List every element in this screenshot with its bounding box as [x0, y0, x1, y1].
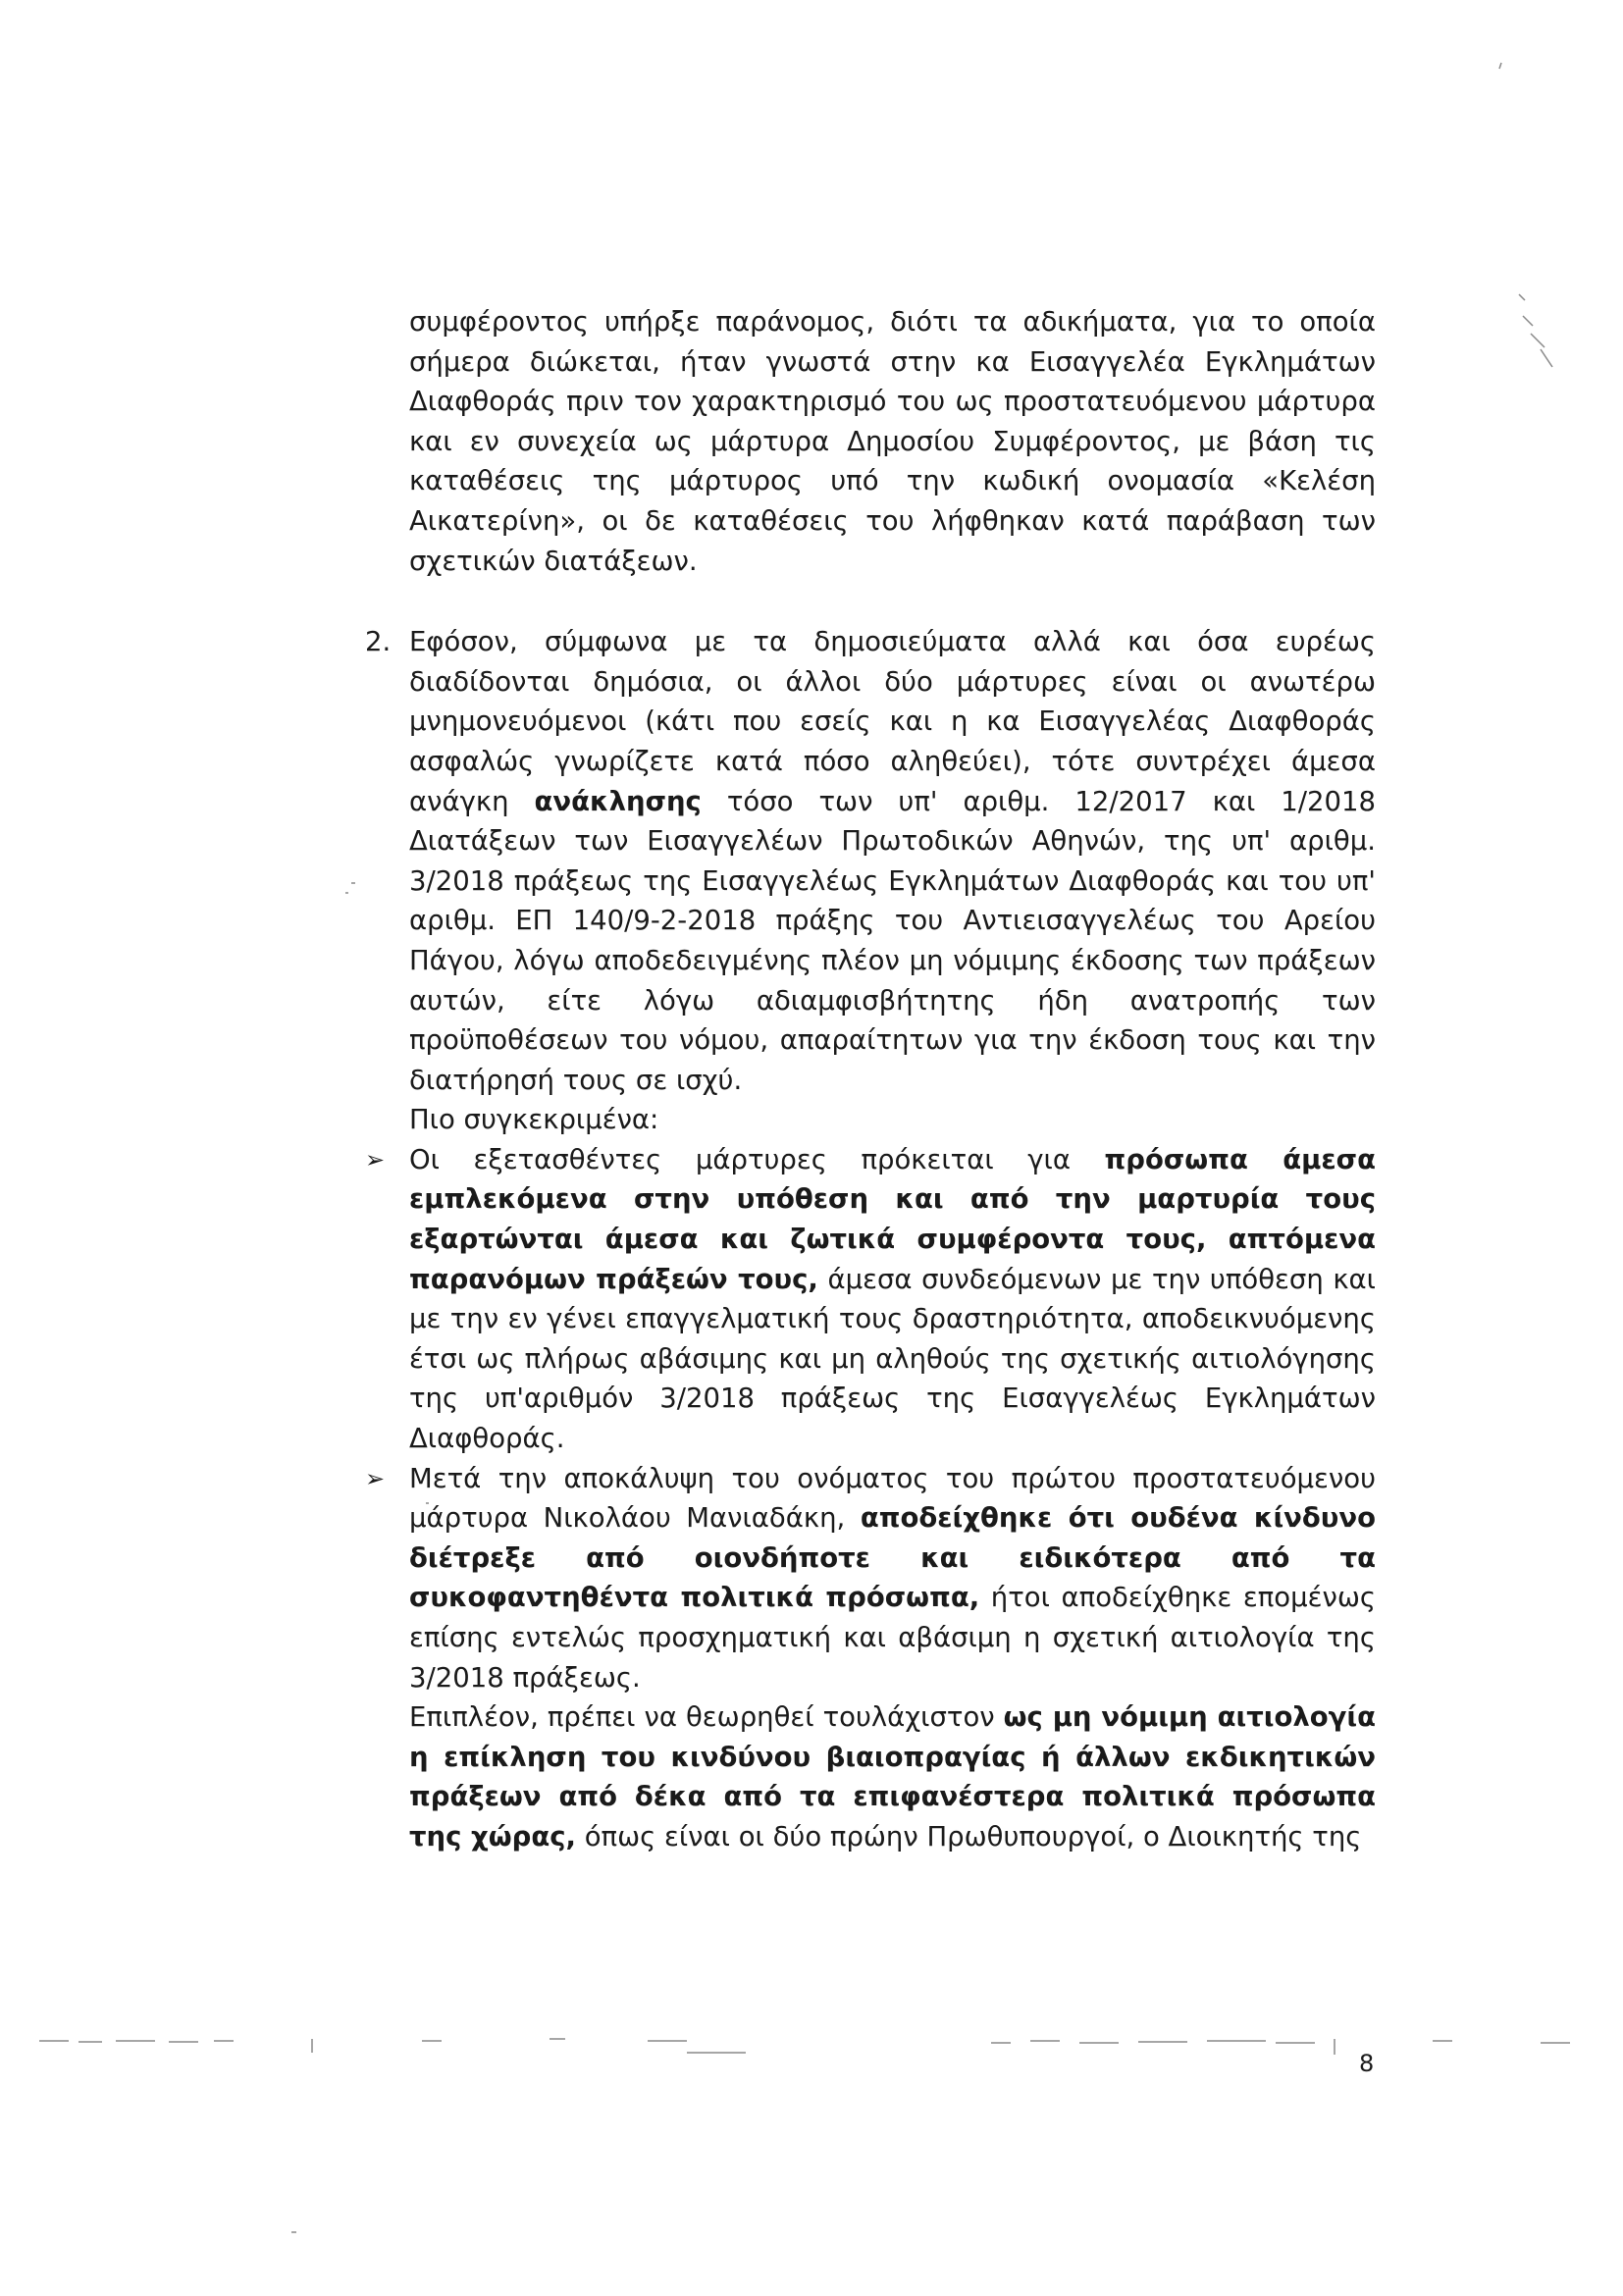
- page-number: 8: [1359, 2050, 1375, 2077]
- item-number: 2.: [365, 626, 392, 658]
- item2-bold-text: ανάκλησης: [534, 785, 702, 817]
- arrow-bullet-icon: ➢: [365, 1145, 386, 1174]
- bullet-item-1: [365, 1140, 1376, 1459]
- numbered-item-2: [365, 622, 1376, 1100]
- bullet2-bold-text: αποδείχθηκε ότι ουδένα κίνδυνο διέτρεξε από οιονδήποτε και ειδικότερα από τα συκοφαντηθέντα πολιτικά πρόσωπα,: [409, 1502, 1376, 1614]
- item2-text-end: τόσο των υπ' αριθμ. 12/2017 και 1/2018 Διατάξεων των Εισαγγελέων Πρωτοδικών Αθηνών, της υπ' αριθμ. 3/2018 πράξεως της Εισαγγελέως Εγκλημάτων Διαφθοράς και του υπ' αριθμ. ΕΠ 140/9-2-2018 πράξης του Αντιεισαγγελέως του Αρείου Πάγου, λόγω αποδεδειγμένης πλέον μη νόμιμης έκδοσης των πράξεων αυτών, είτε λόγω αδιαμφισβήτητης ήδη ανατροπής των προϋποθέσεων του νόμου, απαραίτητων για την έκδοση τους και την διατήρησή τους σε ισχύ.: [409, 785, 1376, 1096]
- extra-text-end: όπως είναι οι δύο πρώην Πρωθυπουργοί, ο Διοικητής της: [575, 1820, 1362, 1852]
- item2-text-start: Εφόσον, σύμφωνα με τα δημοσιεύματα αλλά και όσα ευρέως διαδίδονται δημόσια, οι άλλοι δύο μάρτυρες είναι οι ανωτέρω μνημονευόμενοι (κάτι που εσείς και η κα Εισαγγελέας Διαφθοράς ασφαλώς γνωρίζετε κατά πόσο αληθεύει), τότε συντρέχει άμεσα ανάγκη: [409, 626, 1376, 817]
- bullet1-bold-text: πρόσωπα άμεσα εμπλεκόμενα στην υπόθεση και από την μαρτυρία τους εξαρτώνται άμεσα και ζωτικά συμφέροντα τους, απτόμενα παρανόμων πράξεών τους,: [409, 1143, 1376, 1295]
- bullet2-text-start: Μετά την αποκάλυψη του ονόματος του πρώτου προστατευόμενου μάρτυρα Νικολάου Μανιαδάκη,: [409, 1462, 1376, 1535]
- extra-bold-text: ως μη νόμιμη αιτιολογία η επίκληση του κινδύνου βιαιοπραγίας ή άλλων εκδικητικών πράξεων από δέκα από τα επιφανέστερα πολιτικά πρόσωπα της χώρας,: [409, 1701, 1376, 1852]
- arrow-bullet-icon: ➢: [365, 1464, 386, 1492]
- document-body: [365, 302, 1376, 1857]
- bullet1-text-start: Οι εξετασθέντες μάρτυρες πρόκειται για: [409, 1143, 1105, 1175]
- paragraph-continuation: συμφέροντος υπήρξε παράνομος, διότι τα αδικήματα, για το οποία σήμερα διώκεται, ήταν γνωστά στην κα Εισαγγελέα Εγκλημάτων Διαφθοράς πριν τον χαρακτηρισμό του ως προστατευόμενου μάρτυρα και εν συνεχεία ως μάρτυρα Δημοσίου Συμφέροντος, με βάση τις καταθέσεις της μάρτυρος υπό την κωδική ονομασία «Κελέση Αικατερίνη», οι δε καταθέσεις του λήφθηκαν κατά παράβαση των σχετικών διατάξεων.: [409, 306, 1376, 577]
- bullet2-text-end: ήτοι αποδείχθηκε επομένως επίσης εντελώς προσχηματική και αβάσιμη η σχετική αιτιολογία της 3/2018 πράξεως.: [409, 1582, 1376, 1694]
- additional-paragraph: [365, 1697, 1376, 1856]
- bullet-item-2: [365, 1459, 1376, 1698]
- bullet1-text-end: άμεσα συνδεόμενων με την υπόθεση και με την εν γένει επαγγελματική τους δραστηριότητα, αποδεικνυόμενης έτσι ως πλήρως αβάσιμης και μη αληθούς της σχετικής αιτιολόγησης της υπ'αριθμόν 3/2018 πράξεως της Εισαγγελέως Εγκλημάτων Διαφθοράς.: [409, 1263, 1376, 1455]
- intro-line: Πιο συγκεκριμένα:: [409, 1104, 659, 1136]
- extra-text-start: Επιπλέον, πρέπει να θεωρηθεί τουλάχιστον: [409, 1701, 1004, 1734]
